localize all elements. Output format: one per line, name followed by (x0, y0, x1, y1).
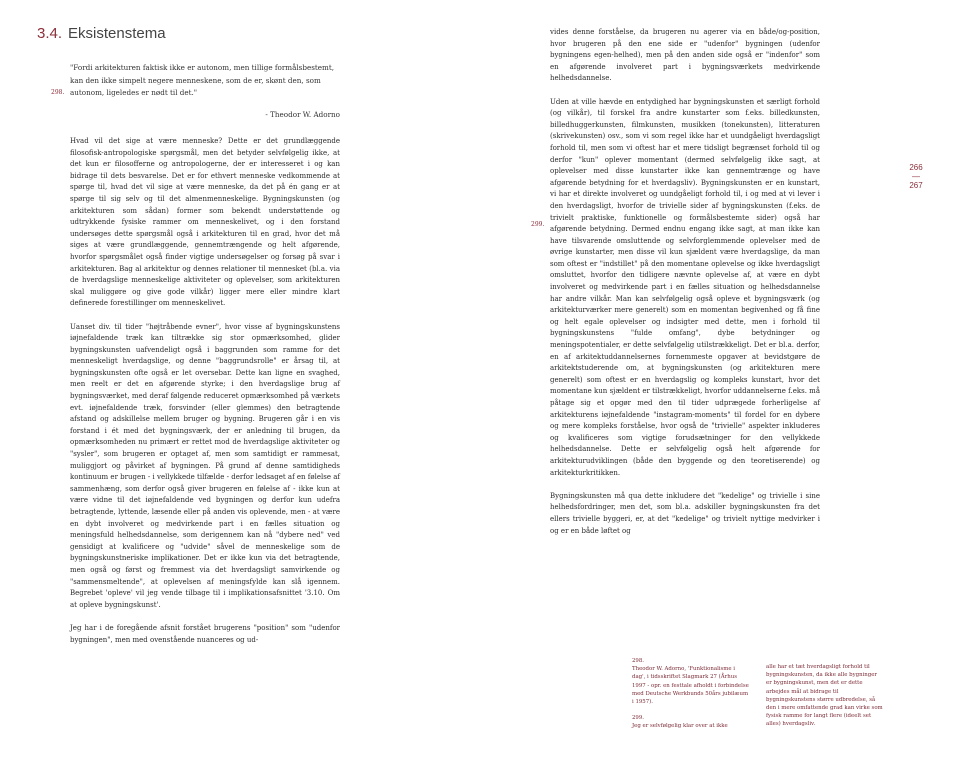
paragraph: Uanset div. til tider "højtråbende evner", hvor visse af bygningskunstens iøjnefaldende træk kan tiltrække sig stor opmærksomhed, glider bygningskunsten uafvendeligt også i baggrunden som ramme for det menneskeligt hverdagslige, og denne "baggrundsrolle" er årsag til, at bygningskunsten ofte også er let oversebar. Dette kan ligne en svaghed, men reelt er det en afgørende styrke; i den hverdagslige brug af bygningsværket, med deraf følgende reduceret opmærksomhed på værkets evt. iøjnefaldende træk, forsvinder (eller glemmes) den betragtende afstand og adskillelse mellem bruger og bygning. Brugeren går i en vis forstand i ét med det bygningsværk, der er anledning til brugen, da opmærksomheden nu primært er rettet mod de hverdagslige aktiviteter og "sysler", som brugeren er optaget af, men som samtidigt er rammesat, muliggjort og påvirket af bygningen. På grund af denne samtidigheds kontinuum er brugen - i vellykkede tilfælde - derfor ledsaget af en følelse af sammenhæng, som derfor også giver brugeren en følelse af - ikke kun at være vidne til det iøjnefaldende ved bygningen og derfor kun udefra betragtende, lyttende, læsende eller på anden vis oplevende, men - at være en dybt involveret og medvirkende part i en fælles situation og meningsfuld helhedsdannelse, som derigennem kan nå "dybere ned" ved gensidigt at kvalificere og "udvide" såvel de menneskelige som de bygningskunstneriske implikationer. Det er ikke kun via det betragtende, men også og først og fremmest via det hverdagsligt samvirkende og "sammensmeltende", at oplevelsen af meningsfylde kan slå igennem. Begrebet 'opleve' vil jeg vende tilbage til i implikationsafsnittet '3.10. Om at opleve bygningskunst'. (70, 322, 340, 609)
epigraph-author: - Theodor W. Adorno (265, 110, 340, 119)
epigraph-quote: "Fordi arkitekturen faktisk ikke er autonom, men tillige formålsbestemt, kan den ikke simpelt negere menneskene, som de er, skønt den, som autonom, ligeledes er nødt til det." (70, 63, 335, 98)
footnote-text: Theodor W. Adorno, 'Funktionalisme i dag', i tidsskriftet Slagmark 27 (Århus 1997 - opr. en festtale afholdt i forbindelse med Deutsche Werkbunds 50års jubilæum i 1957). (632, 666, 749, 706)
footnote-number: 299. (632, 715, 645, 722)
page-numbers (905, 163, 927, 190)
section-heading (37, 25, 166, 42)
page-number-right: 267 (909, 181, 923, 190)
page-number-left: 266 (909, 163, 923, 172)
page-number-separator: — (912, 172, 920, 181)
footnote-marker-298[interactable]: 298. (51, 89, 65, 96)
footnote-number: 298. (632, 658, 645, 664)
paragraph: Hvad vil det sige at være menneske? Dette er det grundlæggende filosofisk-antropologiske spørgsmål, men det betyder selvfølgelig ikke, at det kun er filosofferne og antropologerne, der er interesseret i og kan bidrage til dets besvarelse. Det er for ethvert menneske vedkommende at spørge til, hvad det vil sige at være menneske, da det på én gang er at spørge til sig selv og til det almenmenneskelige. Bygningskunsten (og arkitekturen som sådan) former som bekendt understøttende og udtrykkende fysiske rammer om menneskelivet, og i den forstand undersøges dette spørgsmål også i arkitekturen til en grad, hvor det må siges at være grundlæggende, gennemtrængende og helt afgørende, hvorfor spørgsmålet også finder vigtige undersøgelser og forsøg på svar i arkitekturen. Bag al arkitektur og dennes relationer til mennesket (bl.a. via de hverdagslige menneskelige aktiviteter og oplevelser, som arkitekturen skal muliggøre og give gode vilkår) ligger mere eller mindre klart definerede forestillinger om menneskelivet. (70, 137, 340, 308)
paragraph: vides denne forståelse, da brugeren nu agerer via en både/og-position, hvor brugeren på den ene side er "udenfor" bygningen (udenfor bygningens egen-helhed), men på den anden side også er "indenfor" som en afgørende involveret part i bygningsværkets medvirkende helhedsdannelse. (550, 28, 820, 83)
footnote-299-continuation: alle har et tæt hverdagsligt forhold til bygningskunsten, da ikke alle bygninger er bygningskunst, men det er dette arbejdes mål at bidrage til bygningskunstens større udbredelse, så den i mere omfattende grad kan virke som fysisk ramme for langt flere (ideelt set alles) hverdagsliv. (766, 664, 883, 728)
footnote-marker-299[interactable]: 299. (531, 221, 545, 228)
section-title: Eksistenstema (68, 25, 166, 42)
section-number: 3.4. (37, 25, 63, 42)
footnotes-right (766, 663, 884, 729)
paragraph: Bygningskunsten må qua dette inkludere det "kedelige" og trivielle i sine helhedsfordringer, men det, som bl.a. adskiller bygningskunsten fra det ellers trivielle byggeri, er, at det "kedelige" og trivielt nyttige medvirker i og er en både løftet og (550, 491, 820, 535)
right-column (550, 27, 820, 549)
paragraph: Uden at ville hævde en entydighed har bygningskunsten et særligt forhold (og vilkår), til forskel fra andre kunstarter som f.eks. billedkunsten, billedhuggerkunsten, filmkunsten, musikken (tonekunsten), litteraturen (skrivekunsten) osv., som vi som regel ikke har et uundgåeligt hverdagsligt forhold til, men som vi oftest har et mere tidsligt begrænset forhold til og derfor "kun" oplever momentant (dermed selvfølgelig ikke sagt, at oplevelser med disse kunstarter ikke kan gennemtrænge og have afgørende betydning for et hverdagsliv). Bygningskunsten er en kunstart, vi har et direkte involveret og uundgåeligt forhold til, i og med at vi lever i den hverdagsligt, hvorfor de trivielle sider af bygningskunsten (f.eks. de trivielt praktiske, funktionelle og formålsbestemte sider) også har afgørende betydning. Dermed endnu engang ikke sagt, at man ikke kan have tilsvarende omsluttende og selvforglemmende oplevelser med de øvrige kunstarter, men disse vil kun sjældent være hverdagslige, da man som oftest er "indstillet" på den momentane oplevelse og ikke hverdagsligt omsluttet, hvorfor den tidligere nævnte oplevelse af, at være en dybt involveret og medvirkende part i en fælles situation og helhedsdannelse har andre vilkår. Man kan selvfølgelig også opleve et bygningsværk (og arkitekturværker mere generelt) som en momentan begivenhed og få fine og helt egale oplevelser og indsigter med dette, men i forhold til bygningskunstens "fulde omfang", dybe betydninger og meningspotentialer, er dette selvfølgelig utilstrækkeligt. Det er bl.a. derfor, en af arkitektuddannelsernes fornemmeste opgaver at bevidstgøre de arkitektstuderende om, at bygningskunsten (og arkitekturen mere generelt) som oftest er en hverdagslig og kompleks kunstart, hvor det momentane kun sjældent er tilstrækkeligt, hvorfor uddannelserne f.eks. må påtage sig et opgør med den til tider udprægede forherligelse af arkitekturens iøjnefaldende "instagram-moments" til fordel for en dybere og mere kompleks forståelse, hvor også de "trivielle" aspekter inkluderes og kvalificeres som vigtige forudsætninger for den vellykkede helhedsdannelse. Dette er selvfølgelig også helt afgørende for arkitekturudviklingen (både den byggende og den teoretiserende) og arkitekturkritikken. (550, 97, 820, 477)
paragraph: Jeg har i de foregående afsnit forstået brugerens "position" som "udenfor bygningen", men med ovenstående nuanceres og ud- (70, 623, 340, 644)
footnote-text: Jeg er selvfølgelig klar over at ikke (632, 723, 728, 730)
footnote-298 (632, 657, 750, 706)
left-column (70, 136, 340, 658)
footnotes-left (632, 657, 750, 739)
footnote-299 (632, 714, 750, 730)
